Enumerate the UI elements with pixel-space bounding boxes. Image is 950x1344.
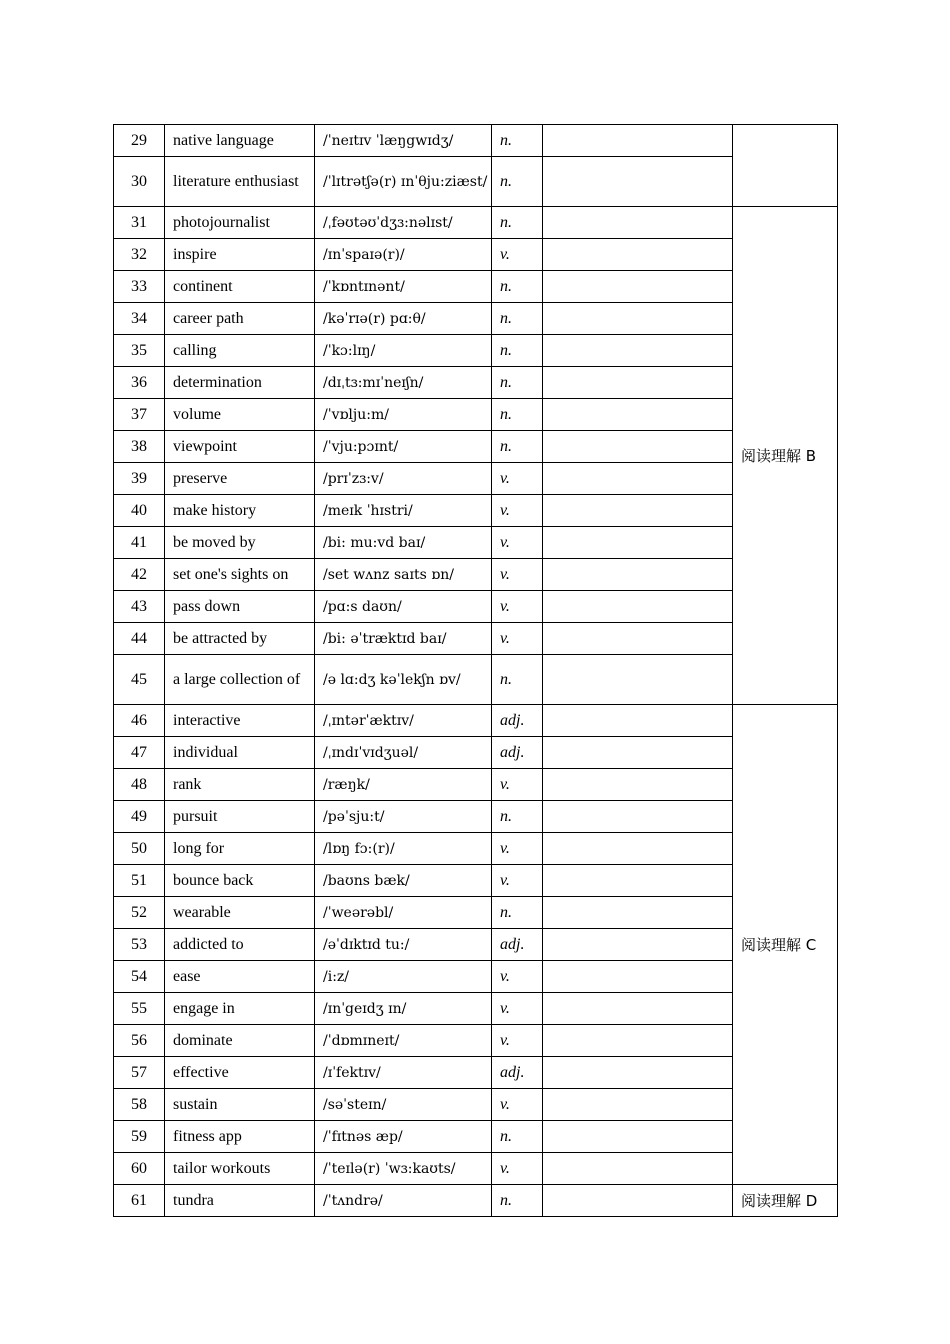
part-of-speech-cell: n. [492,431,543,463]
part-of-speech-cell: v. [492,1025,543,1057]
table-row [114,157,838,207]
word-cell: effective [165,1057,315,1089]
word-cell: be moved by [165,527,315,559]
table-row [114,655,838,705]
word-cell: addicted to [165,929,315,961]
row-number-cell: 52 [114,897,165,929]
word-cell: literature enthusiast [165,157,315,207]
part-of-speech-cell: v. [492,865,543,897]
part-of-speech-cell: v. [492,1153,543,1185]
word-cell: engage in [165,993,315,1025]
meaning-blank-cell [543,1025,733,1057]
table-row [114,303,838,335]
part-of-speech-cell: n. [492,367,543,399]
section-label-cell: 阅读理解 D [733,1185,838,1217]
row-number-cell: 37 [114,399,165,431]
part-of-speech-cell: v. [492,833,543,865]
word-cell: ease [165,961,315,993]
table-row [114,623,838,655]
word-cell: viewpoint [165,431,315,463]
part-of-speech-cell: v. [492,591,543,623]
meaning-blank-cell [543,271,733,303]
phonetic-cell: /kəˈrɪə(r) pɑ:θ/ [315,303,492,335]
meaning-blank-cell [543,865,733,897]
meaning-blank-cell [543,399,733,431]
part-of-speech-cell: n. [492,399,543,431]
word-cell: tundra [165,1185,315,1217]
section-label-cell: 阅读理解 B [733,207,838,705]
part-of-speech-cell: n. [492,271,543,303]
table-row [114,591,838,623]
table-row [114,705,838,737]
table-row [114,1089,838,1121]
row-number-cell: 32 [114,239,165,271]
table-row [114,897,838,929]
part-of-speech-cell: n. [492,1121,543,1153]
meaning-blank-cell [543,125,733,157]
section-label-cell [733,125,838,207]
row-number-cell: 56 [114,1025,165,1057]
meaning-blank-cell [543,961,733,993]
word-cell: preserve [165,463,315,495]
meaning-blank-cell [543,527,733,559]
meaning-blank-cell [543,431,733,463]
row-number-cell: 43 [114,591,165,623]
row-number-cell: 50 [114,833,165,865]
part-of-speech-cell: v. [492,463,543,495]
phonetic-cell: /dɪˌtɜ:mɪˈneɪʃn/ [315,367,492,399]
part-of-speech-cell: n. [492,801,543,833]
meaning-blank-cell [543,623,733,655]
part-of-speech-cell: v. [492,769,543,801]
phonetic-cell: /pɑ:s daʊn/ [315,591,492,623]
part-of-speech-cell: n. [492,207,543,239]
table-row [114,367,838,399]
word-cell: pursuit [165,801,315,833]
meaning-blank-cell [543,303,733,335]
row-number-cell: 58 [114,1089,165,1121]
meaning-blank-cell [543,239,733,271]
word-cell: individual [165,737,315,769]
vocabulary-table [113,124,838,1217]
word-cell: be attracted by [165,623,315,655]
part-of-speech-cell: adj. [492,1057,543,1089]
table-row [114,239,838,271]
part-of-speech-cell: v. [492,1089,543,1121]
table-row [114,1025,838,1057]
word-cell: set one's sights on [165,559,315,591]
row-number-cell: 40 [114,495,165,527]
phonetic-cell: /ˈdɒmɪneɪt/ [315,1025,492,1057]
phonetic-cell: /ˌɪndɪˈvɪdʒuəl/ [315,737,492,769]
meaning-blank-cell [543,1153,733,1185]
part-of-speech-cell: adj. [492,929,543,961]
row-number-cell: 35 [114,335,165,367]
part-of-speech-cell: n. [492,897,543,929]
row-number-cell: 41 [114,527,165,559]
row-number-cell: 59 [114,1121,165,1153]
table-row [114,271,838,303]
row-number-cell: 39 [114,463,165,495]
part-of-speech-cell: v. [492,239,543,271]
meaning-blank-cell [543,591,733,623]
phonetic-cell: /ˈneɪtɪv ˈlæŋgwɪdʒ/ [315,125,492,157]
word-cell: continent [165,271,315,303]
meaning-blank-cell [543,495,733,527]
table-row [114,865,838,897]
phonetic-cell: /bi: əˈtræktɪd baɪ/ [315,623,492,655]
table-row [114,527,838,559]
table-row [114,399,838,431]
part-of-speech-cell: v. [492,623,543,655]
word-cell: photojournalist [165,207,315,239]
word-cell: tailor workouts [165,1153,315,1185]
word-cell: determination [165,367,315,399]
phonetic-cell: /ˌɪntərˈæktɪv/ [315,705,492,737]
part-of-speech-cell: n. [492,335,543,367]
row-number-cell: 44 [114,623,165,655]
phonetic-cell: /ˈvju:pɔɪnt/ [315,431,492,463]
table-row [114,993,838,1025]
phonetic-cell: /ˈweərəbl/ [315,897,492,929]
table-row [114,431,838,463]
part-of-speech-cell: n. [492,157,543,207]
table-row [114,1185,838,1217]
phonetic-cell: /bi: mu:vd baɪ/ [315,527,492,559]
phonetic-cell: /ə lɑ:dʒ kəˈlekʃn ɒv/ [315,655,492,705]
row-number-cell: 46 [114,705,165,737]
meaning-blank-cell [543,833,733,865]
part-of-speech-cell: n. [492,303,543,335]
table-row [114,463,838,495]
phonetic-cell: /əˈdɪktɪd tu:/ [315,929,492,961]
row-number-cell: 57 [114,1057,165,1089]
meaning-blank-cell [543,801,733,833]
word-cell: interactive [165,705,315,737]
word-cell: pass down [165,591,315,623]
row-number-cell: 30 [114,157,165,207]
meaning-blank-cell [543,737,733,769]
section-label-cell: 阅读理解 C [733,705,838,1185]
table-row [114,833,838,865]
phonetic-cell: /ˈvɒlju:m/ [315,399,492,431]
word-cell: volume [165,399,315,431]
row-number-cell: 60 [114,1153,165,1185]
word-cell: a large collection of [165,655,315,705]
table-row [114,929,838,961]
table-row [114,1121,838,1153]
word-cell: inspire [165,239,315,271]
part-of-speech-cell: n. [492,1185,543,1217]
phonetic-cell: /ˈlɪtrətʃə(r) ɪnˈθju:ziæst/ [315,157,492,207]
meaning-blank-cell [543,769,733,801]
word-cell: long for [165,833,315,865]
row-number-cell: 55 [114,993,165,1025]
row-number-cell: 38 [114,431,165,463]
table-row [114,737,838,769]
row-number-cell: 47 [114,737,165,769]
part-of-speech-cell: v. [492,559,543,591]
meaning-blank-cell [543,559,733,591]
row-number-cell: 42 [114,559,165,591]
phonetic-cell: /ɪnˈgeɪdʒ ɪn/ [315,993,492,1025]
word-cell: calling [165,335,315,367]
table-row [114,801,838,833]
table-row [114,1057,838,1089]
phonetic-cell: /lɒŋ fɔ:(r)/ [315,833,492,865]
word-cell: fitness app [165,1121,315,1153]
meaning-blank-cell [543,1185,733,1217]
phonetic-cell: /prɪˈzɜ:v/ [315,463,492,495]
meaning-blank-cell [543,929,733,961]
word-cell: make history [165,495,315,527]
word-cell: career path [165,303,315,335]
meaning-blank-cell [543,705,733,737]
table-row [114,495,838,527]
meaning-blank-cell [543,207,733,239]
phonetic-cell: /ˈfɪtnəs æp/ [315,1121,492,1153]
word-cell: wearable [165,897,315,929]
row-number-cell: 34 [114,303,165,335]
word-cell: bounce back [165,865,315,897]
meaning-blank-cell [543,335,733,367]
row-number-cell: 45 [114,655,165,705]
meaning-blank-cell [543,157,733,207]
meaning-blank-cell [543,1089,733,1121]
phonetic-cell: /i:z/ [315,961,492,993]
table-row [114,207,838,239]
part-of-speech-cell: n. [492,125,543,157]
row-number-cell: 36 [114,367,165,399]
row-number-cell: 54 [114,961,165,993]
part-of-speech-cell: v. [492,527,543,559]
meaning-blank-cell [543,897,733,929]
table-row [114,1153,838,1185]
phonetic-cell: /ɪˈfektɪv/ [315,1057,492,1089]
phonetic-cell: /ˈteɪlə(r) ˈwɜ:kaʊts/ [315,1153,492,1185]
phonetic-cell: /ˈkɒntɪnənt/ [315,271,492,303]
row-number-cell: 61 [114,1185,165,1217]
meaning-blank-cell [543,1057,733,1089]
row-number-cell: 33 [114,271,165,303]
table-row [114,125,838,157]
row-number-cell: 48 [114,769,165,801]
phonetic-cell: /ˌfəʊtəʊˈdʒɜ:nəlɪst/ [315,207,492,239]
phonetic-cell: /set wʌnz saɪts ɒn/ [315,559,492,591]
row-number-cell: 51 [114,865,165,897]
table-row [114,769,838,801]
meaning-blank-cell [543,655,733,705]
phonetic-cell: /ræŋk/ [315,769,492,801]
word-cell: rank [165,769,315,801]
part-of-speech-cell: adj. [492,705,543,737]
word-cell: native language [165,125,315,157]
part-of-speech-cell: adj. [492,737,543,769]
part-of-speech-cell: v. [492,993,543,1025]
table-row [114,559,838,591]
part-of-speech-cell: v. [492,495,543,527]
row-number-cell: 31 [114,207,165,239]
vocabulary-table-body [114,125,838,1217]
phonetic-cell: /səˈsteɪn/ [315,1089,492,1121]
word-cell: sustain [165,1089,315,1121]
meaning-blank-cell [543,1121,733,1153]
meaning-blank-cell [543,993,733,1025]
phonetic-cell: /meɪk ˈhɪstri/ [315,495,492,527]
row-number-cell: 49 [114,801,165,833]
phonetic-cell: /ˈtʌndrə/ [315,1185,492,1217]
part-of-speech-cell: v. [492,961,543,993]
phonetic-cell: /baʊns bæk/ [315,865,492,897]
row-number-cell: 53 [114,929,165,961]
phonetic-cell: /pəˈsju:t/ [315,801,492,833]
word-cell: dominate [165,1025,315,1057]
table-row [114,961,838,993]
phonetic-cell: /ˈkɔ:lɪŋ/ [315,335,492,367]
meaning-blank-cell [543,463,733,495]
phonetic-cell: /ɪnˈspaɪə(r)/ [315,239,492,271]
meaning-blank-cell [543,367,733,399]
row-number-cell: 29 [114,125,165,157]
part-of-speech-cell: n. [492,655,543,705]
table-row [114,335,838,367]
